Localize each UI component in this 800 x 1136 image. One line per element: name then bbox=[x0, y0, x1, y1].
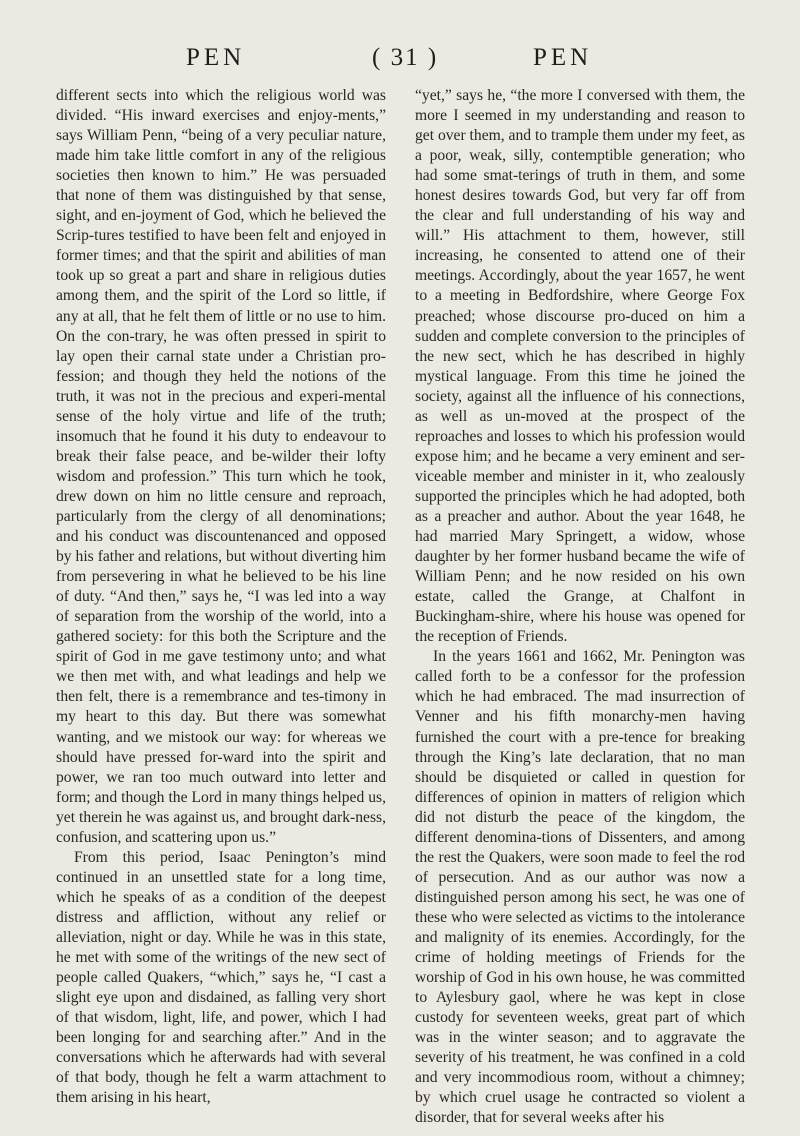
left-paragraph-1: different sects into which the religious world was divided. “His inward exercises and enjoy-ments,” says William Penn, “being of a very peculiar nature, made him take little comfort in any of the religious societies then known to him.” He was persuaded that none of them was distinguished by that sense, sight, and en-joyment of God, which he believed the Scrip-tures testified to have been felt and enjoyed in former times; and that the spirit and abilities of man took up so great a part and share in religious duties among them, and the spirit of the Lord so little, if any at all, that he felt them of little or no use to him. On the con-trary, he was often pressed in spirit to lay open their carnal state under a Christian pro-fession; and though they held the notions of the truth, it was not in the precious and experi-mental sense of the holy virtue and life of the truth; insomuch that he found it his duty to endeavour to break their false peace, and be-wilder their lofty wisdom and profession.” This turn which he took, drew down on him no little censure and reproach, particularly from the clergy of all denominations; and his conduct was discountenanced and opposed by his father and relations, but without diverting him from persevering in what he believed to be his line of duty. “And then,” says he, “I was led into a way of separation from the worship of the world, into a gathered society: for this both the Scripture and the spirit of God in me gave testimony unto; and what we then met with, and what leadings and help we then felt, there is a remembrance and tes-timony in my heart to this day. But there was somewhat wanting, and we mistook our way: for whereas we should have pressed for-ward into the spirit and power, we ran too much outward into letter and form; and though the Lord in many things helped us, yet therein he was against us, and brought dark-ness, confusion, and scattering upon us.” bbox=[56, 87, 386, 846]
header-right-word: PEN bbox=[533, 44, 593, 71]
running-header bbox=[0, 44, 800, 84]
header-left-word: PEN bbox=[186, 44, 246, 71]
right-column bbox=[415, 86, 745, 1128]
page-number: ( 31 ) bbox=[372, 44, 439, 71]
right-paragraph-1: “yet,” says he, “the more I conversed with them, the more I seemed in my understanding and reason to get over them, and to trample them under my feet, as a poor, weak, silly, contemptible generation; who had some smat-terings of truth in them, and some honest desires towards God, but very far off from the clear and full understanding of his way and will.” His attachment to them, however, still increasing, he consented to attend one of their meetings. Accordingly, about the year 1657, he went to a meeting in Bedfordshire, where George Fox preached; whose discourse pro-duced on him a sudden and complete conversion to the principles of the new sect, which he has described in highly mystical language. From this time he joined the society, against all the influence of his connections, as well as un-moved at the prospect of the reproaches and losses to which his profession would expose him; and he became a very eminent and ser-viceable member and minister in it, who zealously supported the principles which he had adopted, both as a preacher and author. About the year 1648, he had married Mary Springett, a widow, whose daughter by her former husband became the wife of William Penn; and he now resided on his own estate, called the Grange, at Chalfont in Buckingham-shire, where his house was opened for the reception of Friends. bbox=[415, 87, 745, 646]
left-paragraph-2: From this period, Isaac Penington’s mind continued in an unsettled state for a long time, which he speaks of as a condition of the deepest distress and affliction, without any relief or alleviation, night or day. While he was in this state, he met with some of the writings of the new sect of people called Quakers, “which,” says he, “I cast a slight eye upon and disdained, as falling very short of that wisdom, light, life, and power, which I had been longing for and searching after.” And in the conversations which he afterwards had with several of that body, though he felt a warm attachment to them arising in his heart, bbox=[56, 848, 386, 1107]
left-column bbox=[56, 86, 386, 1108]
right-paragraph-2: In the years 1661 and 1662, Mr. Penington was called forth to be a confessor for the profession which he had embraced. The mad insurrection of Venner and his fifth monarchy-men having furnished the court with a pre-tence for breaking through the King’s late declaration, that no man should be disquieted or called in question for differences of opinion in matters of religion which did not disturb the peace of the kingdom, the different denomina-tions of Dissenters, and among the rest the Quakers, were soon made to feel the rod of persecution. And as our author was now a distinguished person among his sect, he was one of these who were selected as victims to the intolerance and malignity of its enemies. Accordingly, for the crime of holding meetings of Friends for the worship of God in his own house, he was committed to Aylesbury gaol, where he was kept in close custody for seventeen weeks, great part of which was in the winter season; and to aggravate the severity of his treatment, he was confined in a cold and very incommodious room, without a chimney; by which cruel usage he contracted so violent a disorder, that for several weeks after his bbox=[415, 648, 745, 1127]
